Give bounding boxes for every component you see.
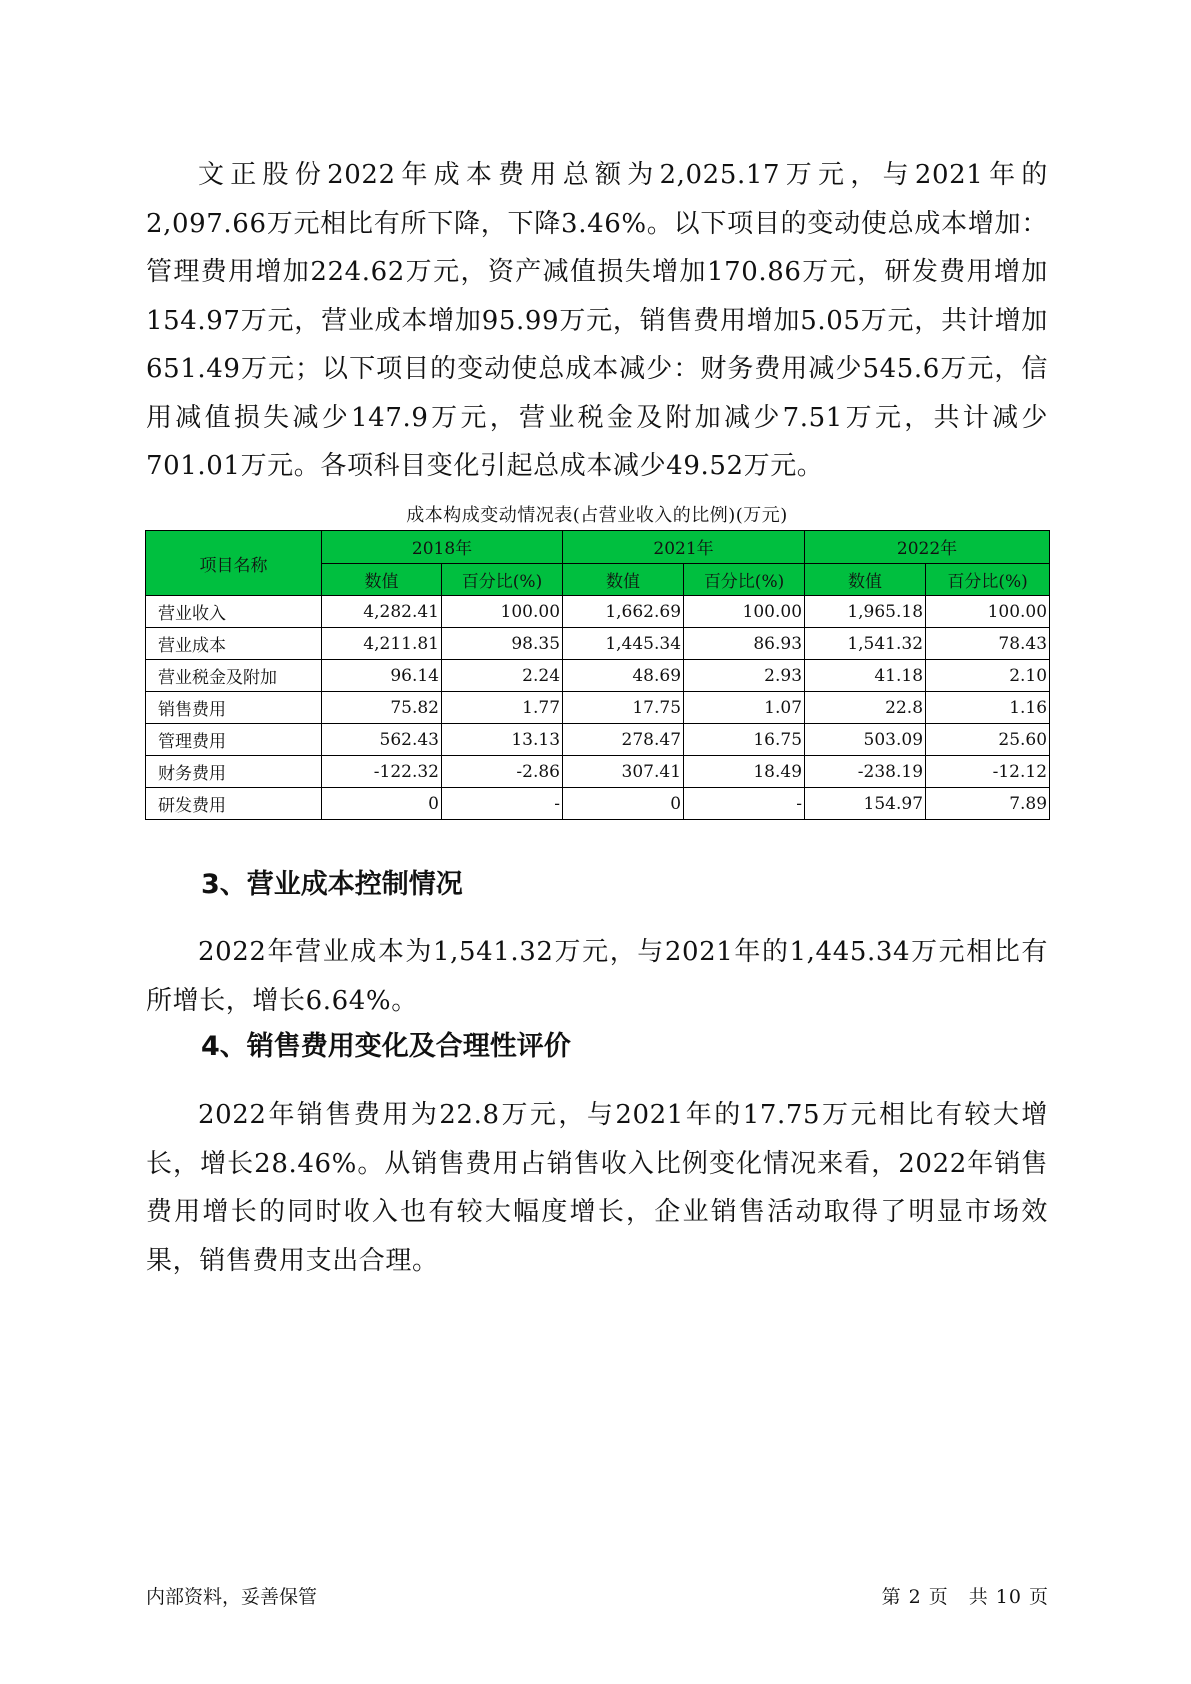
row-label: 营业收入 bbox=[146, 596, 322, 628]
value-cell: 41.18 bbox=[805, 660, 926, 692]
table-row bbox=[146, 756, 1050, 788]
percent-cell: 100.00 bbox=[442, 596, 563, 628]
value-cell: 22.8 bbox=[805, 692, 926, 724]
percent-cell: 1.16 bbox=[926, 692, 1050, 724]
value-cell: 503.09 bbox=[805, 724, 926, 756]
year-header-2021: 2021年 bbox=[563, 531, 805, 564]
value-cell: -122.32 bbox=[322, 756, 442, 788]
value-cell: 154.97 bbox=[805, 788, 926, 820]
value-cell: 75.82 bbox=[322, 692, 442, 724]
percent-cell: 100.00 bbox=[684, 596, 805, 628]
percent-cell: 16.75 bbox=[684, 724, 805, 756]
percent-cell: -2.86 bbox=[442, 756, 563, 788]
value-cell: 307.41 bbox=[563, 756, 684, 788]
value-header: 数值 bbox=[563, 563, 684, 596]
page-number: 第 2 页 共 10 页 bbox=[881, 1586, 1049, 1608]
section-heading-sales-expense: 4、销售费用变化及合理性评价 bbox=[201, 1031, 571, 1062]
table-caption: 成本构成变动情况表(占营业收入的比例)(万元) bbox=[406, 505, 788, 526]
row-label: 销售费用 bbox=[146, 692, 322, 724]
value-cell: 1,445.34 bbox=[563, 628, 684, 660]
value-cell: 562.43 bbox=[322, 724, 442, 756]
value-cell: 1,541.32 bbox=[805, 628, 926, 660]
table-header-row-years bbox=[146, 531, 1050, 564]
table-row bbox=[146, 596, 1050, 628]
value-cell: 48.69 bbox=[563, 660, 684, 692]
value-header: 数值 bbox=[322, 563, 442, 596]
value-cell: -238.19 bbox=[805, 756, 926, 788]
percent-cell: 78.43 bbox=[926, 628, 1050, 660]
percent-header: 百分比(%) bbox=[926, 563, 1050, 596]
year-header-2018: 2018年 bbox=[322, 531, 563, 564]
percent-cell: 98.35 bbox=[442, 628, 563, 660]
table-row bbox=[146, 628, 1050, 660]
value-cell: 4,282.41 bbox=[322, 596, 442, 628]
value-cell: 96.14 bbox=[322, 660, 442, 692]
row-label: 财务费用 bbox=[146, 756, 322, 788]
percent-cell: 25.60 bbox=[926, 724, 1050, 756]
value-cell: 1,662.69 bbox=[563, 596, 684, 628]
value-cell: 278.47 bbox=[563, 724, 684, 756]
cost-structure-table bbox=[145, 530, 1050, 820]
percent-cell: 100.00 bbox=[926, 596, 1050, 628]
section-heading-cost-control: 3、营业成本控制情况 bbox=[201, 869, 463, 900]
value-cell: 1,965.18 bbox=[805, 596, 926, 628]
year-header-2022: 2022年 bbox=[805, 531, 1050, 564]
table-row bbox=[146, 692, 1050, 724]
percent-cell: 2.24 bbox=[442, 660, 563, 692]
table-row bbox=[146, 724, 1050, 756]
value-cell: 4,211.81 bbox=[322, 628, 442, 660]
percent-cell: 1.77 bbox=[442, 692, 563, 724]
row-label: 研发费用 bbox=[146, 788, 322, 820]
value-cell: 0 bbox=[322, 788, 442, 820]
percent-cell: -12.12 bbox=[926, 756, 1050, 788]
percent-header: 百分比(%) bbox=[442, 563, 563, 596]
item-name-header: 项目名称 bbox=[146, 531, 322, 596]
value-cell: 0 bbox=[563, 788, 684, 820]
percent-cell: 86.93 bbox=[684, 628, 805, 660]
value-header: 数值 bbox=[805, 563, 926, 596]
sales-expense-paragraph: 2022年销售费用为22.8万元，与2021年的17.75万元相比有较大增长，增长28.46%。从销售费用占销售收入比例变化情况来看，2022年销售费用增长的同时收入也有较大幅度增长，企业销售活动取得了明显市场效果，销售费用支出合理。 bbox=[146, 1100, 1048, 1276]
table-row bbox=[146, 788, 1050, 820]
percent-cell: 2.93 bbox=[684, 660, 805, 692]
intro-paragraph: 文正股份2022年成本费用总额为2,025.17万元，与2021年的2,097.66万元相比有所下降，下降3.46%。以下项目的变动使总成本增加：管理费用增加224.62万元，资产减值损失增加170.86万元，研发费用增加154.97万元，营业成本增加95.99万元，销售费用增加5.05万元，共计增加651.49万元；以下项目的变动使总成本减少：财务费用减少545.6万元，信用减值损失减少147.9万元，营业税金及附加减少7.51万元，共计减少701.01万元。各项科目变化引起总成本减少49.52万元。 bbox=[146, 160, 1048, 481]
row-label: 营业税金及附加 bbox=[146, 660, 322, 692]
percent-header: 百分比(%) bbox=[684, 563, 805, 596]
row-label: 管理费用 bbox=[146, 724, 322, 756]
percent-cell: 2.10 bbox=[926, 660, 1050, 692]
percent-cell: - bbox=[442, 788, 563, 820]
percent-cell: - bbox=[684, 788, 805, 820]
percent-cell: 7.89 bbox=[926, 788, 1050, 820]
value-cell: 17.75 bbox=[563, 692, 684, 724]
footer-confidential-note: 内部资料，妥善保管 bbox=[146, 1586, 318, 1608]
cost-control-paragraph: 2022年营业成本为1,541.32万元，与2021年的1,445.34万元相比有所增长，增长6.64%。 bbox=[146, 937, 1048, 1016]
row-label: 营业成本 bbox=[146, 628, 322, 660]
table-row bbox=[146, 660, 1050, 692]
percent-cell: 1.07 bbox=[684, 692, 805, 724]
percent-cell: 18.49 bbox=[684, 756, 805, 788]
percent-cell: 13.13 bbox=[442, 724, 563, 756]
